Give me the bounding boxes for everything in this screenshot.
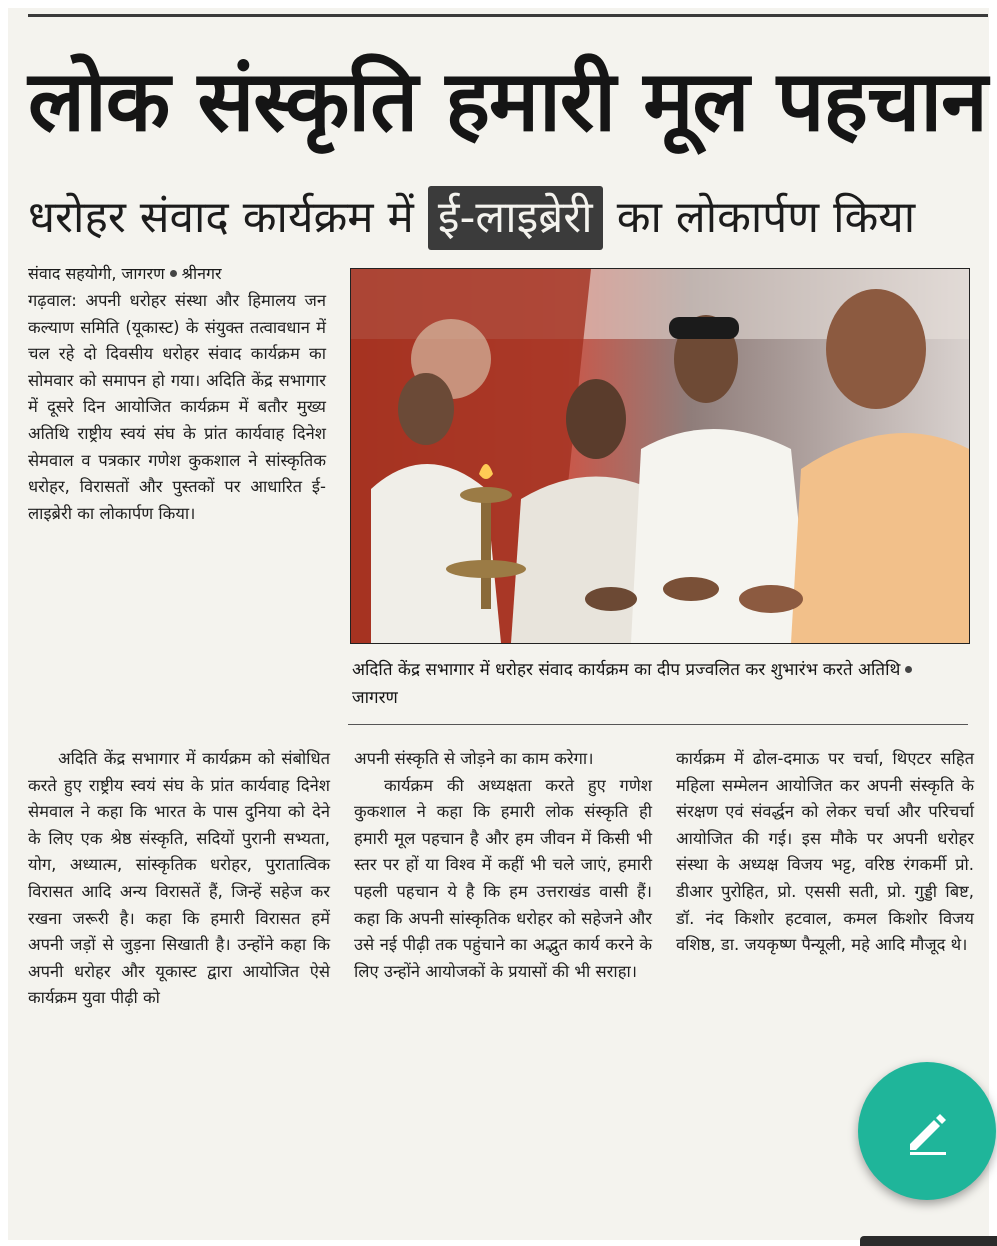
byline-place: श्रीनगर	[181, 264, 222, 283]
column-1-paragraph: अदिति केंद्र सभागार में कार्यक्रम को संबोधित करते हुए राष्ट्रीय स्वयं संघ के प्रांत कार्यवाह दिनेश सेमवाल ने कहा कि भारत के पास दुनिया को देने के लिए एक श्रेष्ठ संस्कृति, सदियों पुरानी सभ्यता, योग, अध्यात्म, सांस्कृतिक धरोहर, पुरातात्विक विरासत आदि अन्य विरासतें हैं, जिन्हें सहेज कर रखना जरूरी है। कहा कि हमारी विरासत हमें अपनी जड़ों से जुड़ना सिखाती है। उन्होंने कहा कि अपनी धरोहर और यूकास्ट द्वारा आयोजित ऐसे कार्यक्रम युवा पीढ़ी को	[28, 749, 330, 1008]
bottom-bar	[860, 1236, 997, 1246]
edit-button[interactable]	[858, 1062, 996, 1200]
caption-text: अदिति केंद्र सभागार में धरोहर संवाद कार्यक्रम का दीप प्रज्वलित कर शुभारंभ करते अतिथि	[352, 660, 901, 680]
lead-paragraph: गढ़वाल: अपनी धरोहर संस्था और हिमालय जन कल्याण समिति (यूकास्ट) के संयुक्त तत्वावधान में चल रहे दो दिवसीय धरोहर संवाद कार्यक्रम का सोमवार को समापन हो गया। अदिति केंद्र सभागार में दूसरे दिन आयोजित कार्यक्रम में बतौर मुख्य अतिथि राष्ट्रीय स्वयं संघ के प्रांत कार्यवाह दिनेश सेमवाल व पत्रकार गणेश कुकशाल ने सांस्कृतिक धरोहर, विरासतों और पुस्तकों पर आधारित ई-लाइब्रेरी का लोकार्पण किया।	[28, 291, 326, 523]
caption-rule	[348, 724, 968, 725]
article-column-2	[354, 746, 652, 985]
bullet-dot	[905, 666, 912, 673]
column-3-paragraph: कार्यक्रम में ढोल-दमाऊ पर चर्चा, थिएटर सहित महिला सम्मेलन आयोजित कर अपनी संस्कृति के संरक्षण एवं संवर्द्धन को लेकर चर्चा और परिचर्चा आयोजित की गई। इस मौके पर अपनी धरोहर संस्था के अध्यक्ष विजय भट्ट, वरिष्ठ रंगकर्मी प्रो. डीआर पुरोहित, प्रो. एससी सती, प्रो. गुड्डी बिष्ट, डॉ. नंद किशोर हटवाल, कमल किशोर विजय वशिष्ठ, डा. जयकृष्ण पैन्यूली, महे आदि मौजूद थे।	[676, 749, 974, 955]
headline: लोक संस्कृति हमारी मूल पहचान	[28, 51, 987, 150]
edit-pencil-icon	[902, 1106, 952, 1156]
lamp-lighting-photo	[351, 269, 969, 643]
article-column-1	[28, 746, 330, 1012]
lead-column	[28, 288, 326, 527]
subhead-highlight: ई-लाइब्रेरी	[428, 186, 603, 250]
news-photo	[350, 268, 970, 644]
byline	[28, 262, 328, 286]
bullet-dot	[170, 270, 177, 277]
column-2-paragraph-2: कार्यक्रम की अध्यक्षता करते हुए गणेश कुकशाल ने कहा कि हमारी लोक संस्कृति ही हमारी मूल पहचान है और हम जीवन में किसी भी स्तर पर हों या विश्व में कहीं भी चले जाएं, हमारी पहली पहचान ये है कि हम उत्तराखंड वासी हैं। कहा कि अपनी सांस्कृतिक धरोहर को सहेजने और उसे नई पीढ़ी तक पहुंचाने का अद्भुत कार्य करने के लिए उन्होंने आयोजकों के प्रयासों की भी सराहा।	[354, 775, 652, 981]
top-rule	[28, 14, 988, 17]
subhead-after: का लोकार्पण किया	[616, 192, 916, 243]
column-2-paragraph-1: अपनी संस्कृति से जोड़ने का काम करेगा।	[354, 749, 594, 768]
subheadline	[28, 186, 968, 250]
photo-caption	[352, 656, 962, 712]
article-column-3	[676, 746, 974, 959]
caption-credit: जागरण	[352, 688, 398, 708]
byline-source: संवाद सहयोगी, जागरण	[28, 264, 165, 283]
subhead-before: धरोहर संवाद कार्यक्रम में	[28, 192, 414, 243]
